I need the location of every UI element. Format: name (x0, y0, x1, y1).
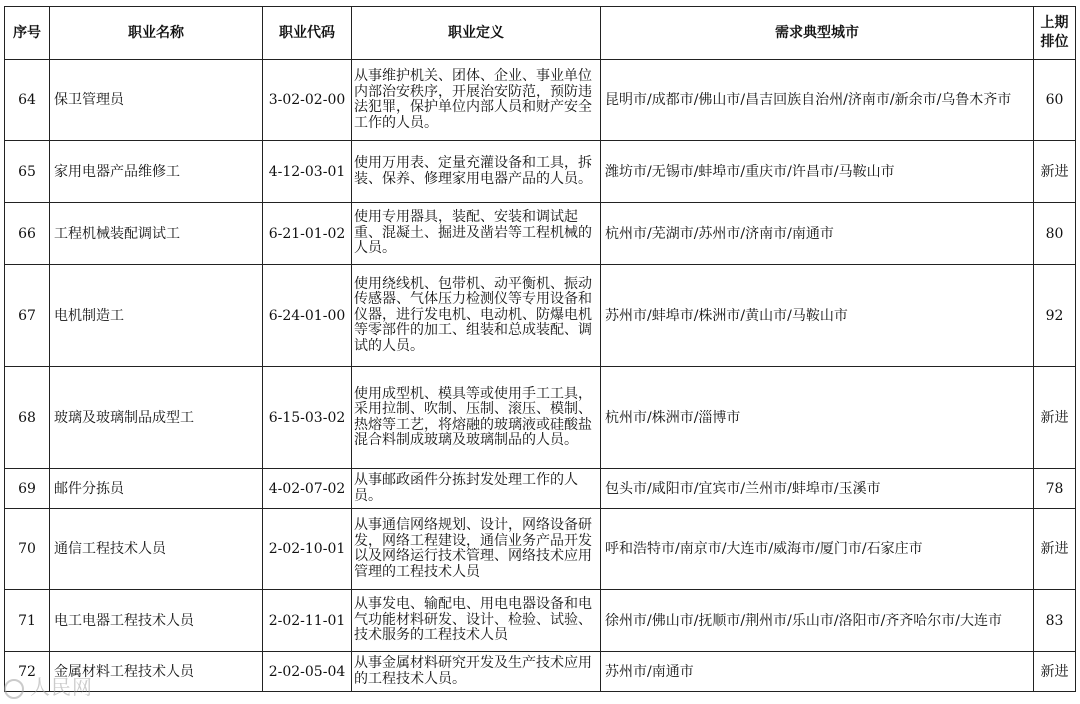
cell-definition: 使用成型机、模具等或使用手工工具，采用拉制、吹制、压制、滚压、模制、热熔等工艺，将熔融的玻璃液或硅酸盐混合料制成玻璃及玻璃制品的人员。 (352, 367, 601, 469)
cell-last-rank: 83 (1034, 590, 1076, 652)
header-code: 职业代码 (263, 7, 352, 60)
cell-code: 3-02-02-00 (263, 60, 352, 141)
cell-name: 保卫管理员 (50, 60, 263, 141)
table-row (5, 60, 1076, 141)
cell-code: 2-02-10-01 (263, 509, 352, 590)
header-definition: 职业定义 (352, 7, 601, 60)
cell-code: 6-15-03-02 (263, 367, 352, 469)
cell-cities: 昆明市/成都市/佛山市/昌吉回族自治州/济南市/新余市/乌鲁木齐市 (601, 60, 1034, 141)
table-row (5, 590, 1076, 652)
cell-seq: 64 (5, 60, 50, 141)
cell-definition: 从事发电、输配电、用电电器设备和电气功能材料研发、设计、检验、试验、技术服务的工程技术人员 (352, 590, 601, 652)
cell-seq: 69 (5, 469, 50, 509)
cell-seq: 67 (5, 265, 50, 367)
cell-definition: 使用万用表、定量充灌设备和工具，拆装、保养、修理家用电器产品的人员。 (352, 141, 601, 203)
cell-definition: 从事维护机关、团体、企业、事业单位内部治安秩序，开展治安防范，预防违法犯罪，保护单位内部人员和财产安全工作的人员。 (352, 60, 601, 141)
cell-seq: 66 (5, 203, 50, 265)
cell-definition: 使用专用器具，装配、安装和调试起重、混凝土、掘进及凿岩等工程机械的人员。 (352, 203, 601, 265)
cell-name: 通信工程技术人员 (50, 509, 263, 590)
cell-name: 玻璃及玻璃制品成型工 (50, 367, 263, 469)
cell-name: 电工电器工程技术人员 (50, 590, 263, 652)
cell-last-rank: 80 (1034, 203, 1076, 265)
cell-code: 4-02-07-02 (263, 469, 352, 509)
cell-seq: 71 (5, 590, 50, 652)
header-last-rank: 上期排位 (1034, 7, 1076, 60)
cell-cities: 呼和浩特市/南京市/大连市/威海市/厦门市/石家庄市 (601, 509, 1034, 590)
cell-last-rank: 新进 (1034, 509, 1076, 590)
table-row (5, 652, 1076, 692)
cell-last-rank: 78 (1034, 469, 1076, 509)
cell-last-rank: 92 (1034, 265, 1076, 367)
cell-last-rank: 新进 (1034, 367, 1076, 469)
cell-seq: 65 (5, 141, 50, 203)
cell-cities: 杭州市/芜湖市/苏州市/济南市/南通市 (601, 203, 1034, 265)
table-row (5, 265, 1076, 367)
cell-code: 6-21-01-02 (263, 203, 352, 265)
cell-code: 6-24-01-00 (263, 265, 352, 367)
cell-code: 2-02-05-04 (263, 652, 352, 692)
cell-cities: 杭州市/株洲市/淄博市 (601, 367, 1034, 469)
cell-name: 邮件分拣员 (50, 469, 263, 509)
cell-definition: 从事邮政函件分拣封发处理工作的人员。 (352, 469, 601, 509)
cell-seq: 72 (5, 652, 50, 692)
cell-seq: 70 (5, 509, 50, 590)
table-row (5, 367, 1076, 469)
cell-definition: 从事金属材料研究开发及生产技术应用的工程技术人员。 (352, 652, 601, 692)
cell-name: 家用电器产品维修工 (50, 141, 263, 203)
table-row (5, 509, 1076, 590)
header-cities: 需求典型城市 (601, 7, 1034, 60)
table-row (5, 141, 1076, 203)
header-name: 职业名称 (50, 7, 263, 60)
cell-name: 电机制造工 (50, 265, 263, 367)
table-row (5, 469, 1076, 509)
cell-definition: 从事通信网络规划、设计，网络设备研发，网络工程建设，通信业务产品开发以及网络运行技术管理、网络技术应用管理的工程技术人员 (352, 509, 601, 590)
cell-code: 2-02-11-01 (263, 590, 352, 652)
cell-seq: 68 (5, 367, 50, 469)
cell-name: 工程机械装配调试工 (50, 203, 263, 265)
cell-last-rank: 新进 (1034, 141, 1076, 203)
cell-definition: 使用绕线机、包带机、动平衡机、振动传感器、气体压力检测仪等专用设备和仪器，进行发电机、电动机、防爆电机等零部件的加工、组装和总成装配、调试的人员。 (352, 265, 601, 367)
cell-name: 金属材料工程技术人员 (50, 652, 263, 692)
table-header-row (5, 7, 1076, 60)
occupation-table (4, 6, 1076, 692)
cell-cities: 苏州市/蚌埠市/株洲市/黄山市/马鞍山市 (601, 265, 1034, 367)
header-seq: 序号 (5, 7, 50, 60)
cell-cities: 包头市/咸阳市/宜宾市/兰州市/蚌埠市/玉溪市 (601, 469, 1034, 509)
cell-cities: 苏州市/南通市 (601, 652, 1034, 692)
table-row (5, 203, 1076, 265)
watermark-text: 人民网 (30, 675, 93, 699)
cell-last-rank: 新进 (1034, 652, 1076, 692)
cell-cities: 徐州市/佛山市/抚顺市/荆州市/乐山市/洛阳市/齐齐哈尔市/大连市 (601, 590, 1034, 652)
cell-last-rank: 60 (1034, 60, 1076, 141)
cell-cities: 潍坊市/无锡市/蚌埠市/重庆市/许昌市/马鞍山市 (601, 141, 1034, 203)
cell-code: 4-12-03-01 (263, 141, 352, 203)
